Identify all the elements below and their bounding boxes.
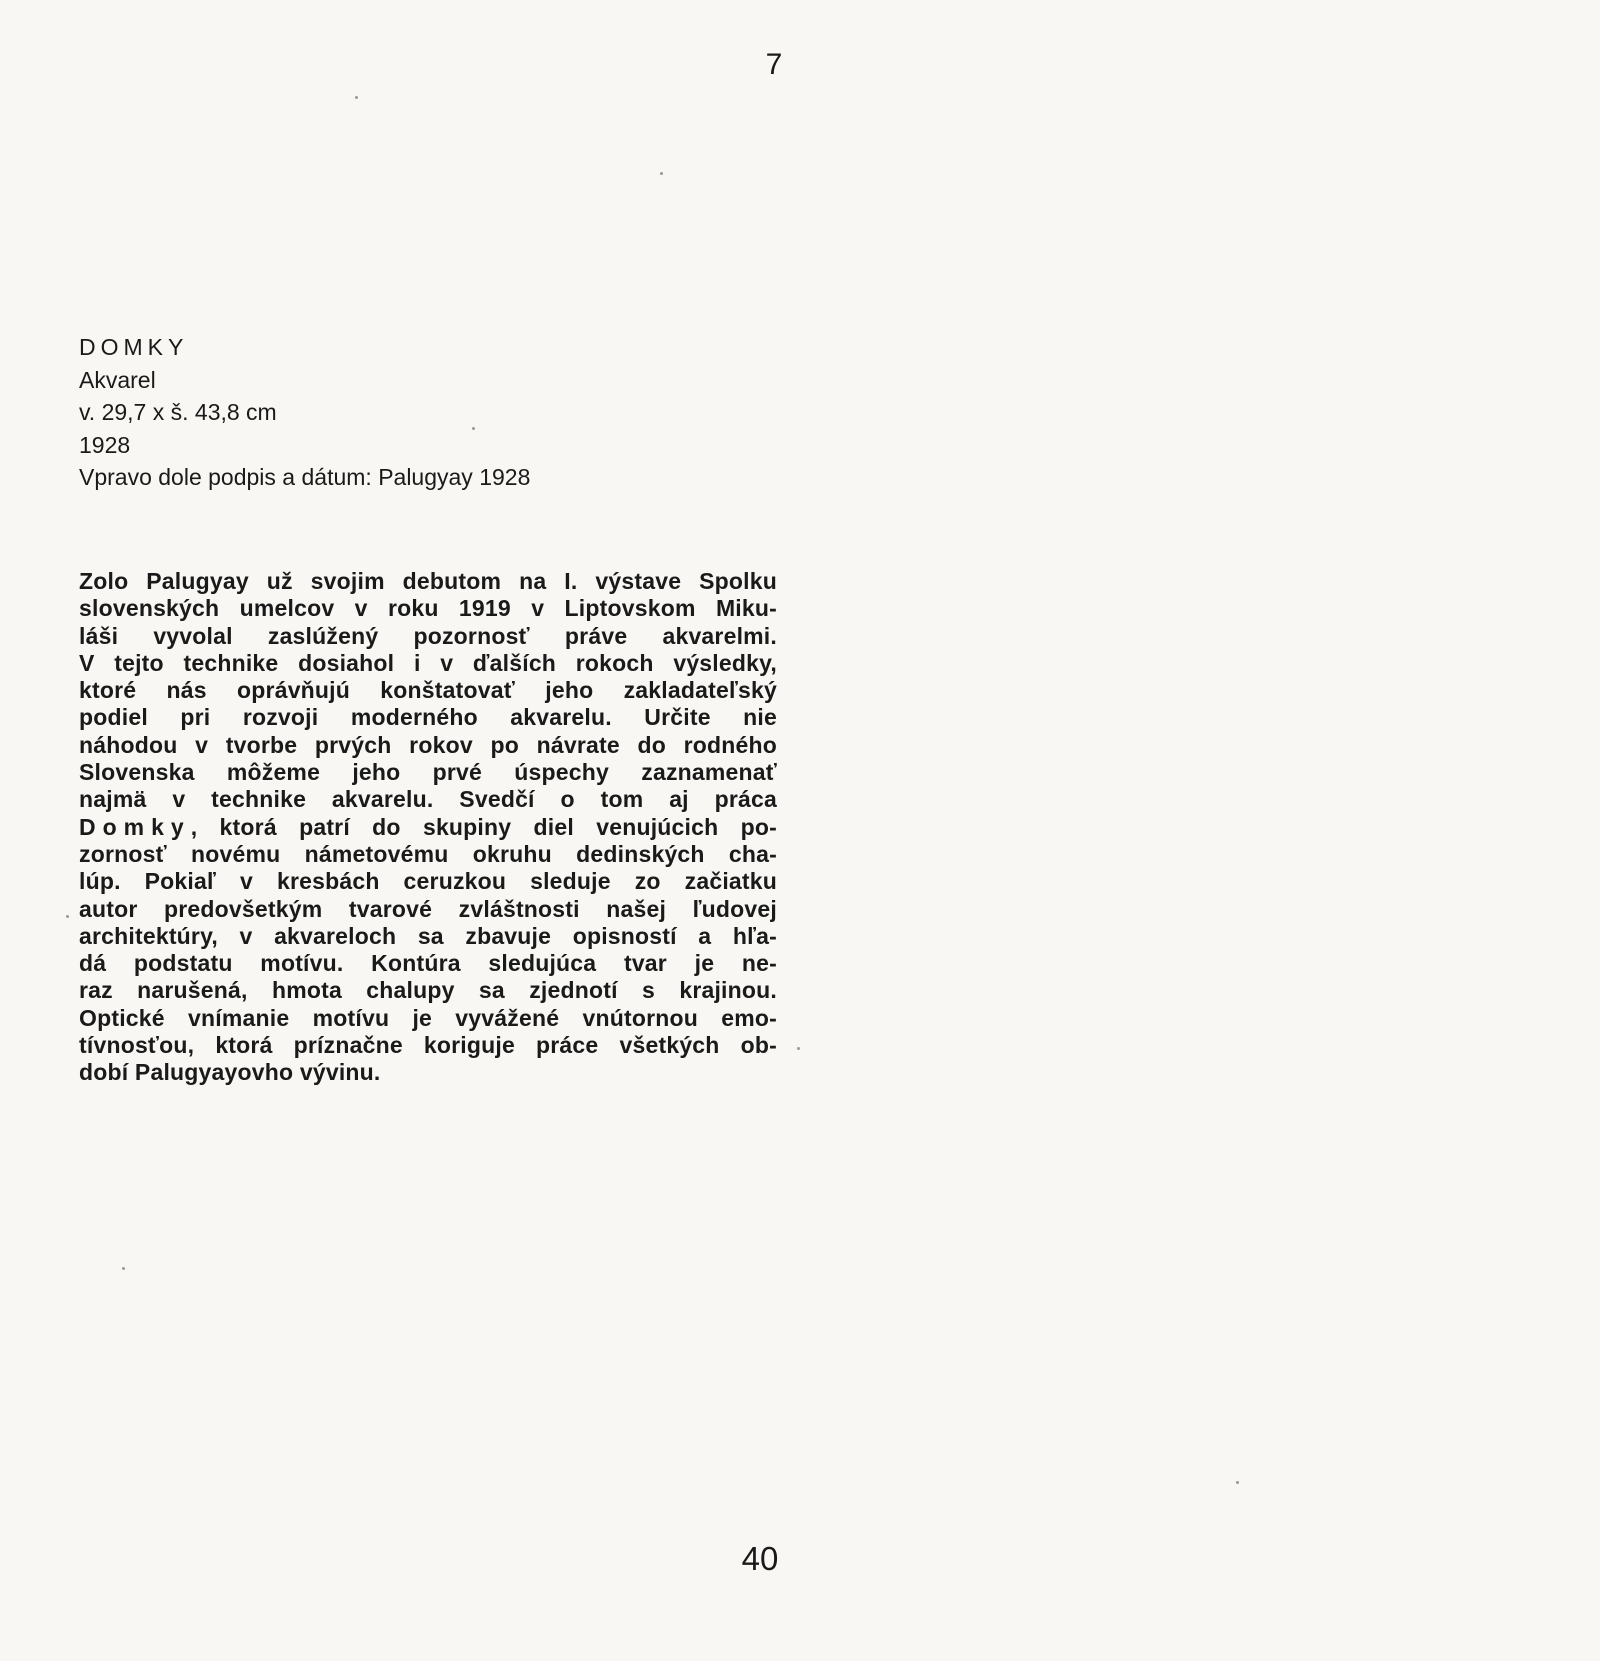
page-number: 40	[741, 1540, 779, 1577]
artwork-dimensions: v. 29,7 x š. 43,8 cm	[79, 399, 277, 425]
text-line: autor predovšetkým tvarové zvláštnosti našej ľudovej	[79, 895, 777, 922]
text-line: Slovenska môžeme jeho prvé úspechy zaznamenať	[79, 759, 777, 786]
paper-speck	[660, 172, 663, 175]
text-line-rest: , ktorá patrí do skupiny diel venujúcich po-	[190, 813, 777, 840]
text-line: architektúry, v akvareloch sa zbavuje opisností a hľa-	[79, 922, 777, 949]
text-line-with-title	[79, 814, 777, 841]
paper-speck	[122, 1267, 125, 1270]
text-line: tívnosťou, ktorá príznačne koriguje práce všetkých ob-	[79, 1032, 777, 1059]
paper-speck	[66, 915, 69, 918]
text-line: dá podstatu motívu. Kontúra sledujúca tvar je ne-	[79, 950, 777, 977]
text-line: Zolo Palugyay už svojim debutom na I. výstave Spolku	[79, 568, 777, 594]
text-line: raz narušená, hmota chalupy sa zjednotí s krajinou.	[79, 977, 777, 1004]
artwork-year: 1928	[79, 431, 131, 458]
text-line: ktoré nás oprávňujú konštatovať jeho zakladateľský	[79, 677, 777, 704]
text-line: dobí Palugyayovho vývinu.	[79, 1059, 381, 1086]
text-line: Optické vnímanie motívu je vyvážené vnútornou emo-	[79, 1004, 777, 1031]
paper-speck	[472, 427, 475, 430]
plate-number: 7	[765, 48, 783, 81]
artwork-medium: Akvarel	[79, 366, 156, 393]
text-line: V tejto technike dosiahol i v ďalších rokoch výsledky,	[79, 649, 777, 676]
spaced-artwork-title: Domky	[79, 813, 191, 840]
text-line: náhodou v tvorbe prvých rokov po návrate do rodného	[79, 731, 777, 758]
text-line: láši vyvolal zaslúžený pozornosť práve akvarelmi.	[79, 622, 777, 649]
paper-speck	[1236, 1481, 1239, 1484]
text-line: najmä v technike akvarelu. Svedčí o tom aj práca	[79, 786, 777, 813]
paper-speck	[355, 96, 358, 99]
artwork-signature-note: Vpravo dole podpis a dátum: Palugyay 1928	[79, 464, 531, 490]
artwork-title: DOMKY	[79, 334, 189, 360]
paper-speck	[797, 1047, 800, 1050]
artwork-caption	[79, 331, 779, 494]
text-line: slovenských umelcov v roku 1919 v Liptovskom Miku-	[79, 595, 777, 622]
text-line: podiel pri rozvoji moderného akvarelu. Určite nie	[79, 704, 777, 731]
text-line: zornosť novému námetovému okruhu dedinských cha-	[79, 840, 777, 867]
text-line: lúp. Pokiaľ v kresbách ceruzkou sleduje zo začiatku	[79, 868, 777, 895]
description-text	[79, 568, 777, 1087]
